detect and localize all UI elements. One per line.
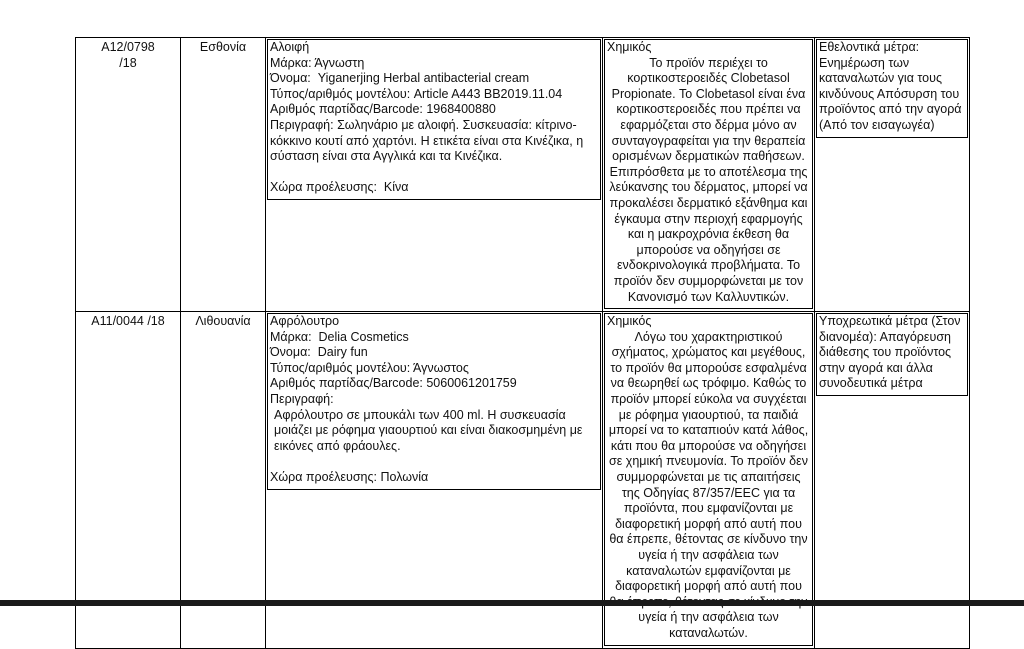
country: Λιθουανία (195, 314, 251, 329)
notification-id: A11/0044 /18 (91, 314, 165, 329)
product-name: Όνομα: Yiganerjing Herbal antibacterial cream (270, 71, 530, 86)
risk-cell (603, 38, 815, 312)
notification-id-cell (76, 38, 181, 312)
product-type: Αλοιφή (270, 40, 310, 54)
product-batch: Αριθμός παρτίδας/Barcode: 1968400880 (270, 102, 496, 117)
product-description-label: Περιγραφή: (270, 392, 334, 407)
product-cell (266, 312, 603, 648)
measures: Εθελοντικά μέτρα: Ενημέρωση των καταναλωτών για τους κινδύνους Απόσυρση του προϊόντος από την αγορά (Από τον εισαγωγέα) (816, 39, 968, 138)
notifications-table (75, 37, 970, 649)
measures: Υποχρεωτικά μέτρα (Στον διανομέα): Απαγόρευση διάθεσης του προϊόντος στην αγορά και άλλα συνοδευτικά μέτρα (816, 313, 968, 396)
risk-description: Το προϊόν περιέχει το κορτικοστεροειδές Clobetasol Propionate. Το Clobetasol είναι ένα κορτικοστεροειδές που πρέπει να εφαρμόζεται στο δέρμα μόνο αν συνταγογραφείται για την θεραπεία ορισμένων δερματικών παθήσεων. Επιπρόσθετα με το αποτέλεσμα της λεύκανσης του δέρματος, μπορεί να προκαλέσει δερματικό εξάνθημα και έγκαυμα στην περιοχή εφαρμογής και η μακροχρόνια έκθεση θα μπορούσε να οδηγήσει σε ενδοκρινολογικά προβλήματα. Το προϊόν δεν συμμορφώνεται με τον Κανονισμό των Καλλυντικών. (609, 55, 812, 304)
product-cell (266, 38, 603, 312)
product-model: Τύπος/αριθμός μοντέλου: Article A443 BB2019.11.04 (270, 86, 563, 101)
product-details (267, 39, 601, 200)
product-type: Αφρόλουτρο (270, 314, 340, 329)
risk-details (604, 39, 813, 309)
risk-details (604, 313, 813, 645)
notification-id-cell (76, 312, 181, 648)
product-origin: Χώρα προέλευσης: Κίνα (270, 180, 409, 195)
risk-description: Λόγω του χαρακτηριστικού σχήματος, χρώματος και μεγέθους, το προϊόν θα μπορούσε εσφαλμένα να θεωρηθεί ως τρόφιμο. Καθώς το προϊόν μπορεί εύκολα να συγχέεται με ρόφημα γιαουρτιού, τα παιδιά μπορεί να το καταπιούν κατά λάθος, κάτι που θα μπορούσε να οδηγήσει σε χημική πνευμονία. Το προϊόν δεν συμμορφώνεται με τις απαιτήσεις της Οδηγίας 87/357/EEC για τα προϊόντα, που εμφανίζονται με διαφορετική μορφή από αυτή που θα έπρεπε, θέτοντας σε κίνδυνο την υγεία ή την ασφάλεια των καταναλωτών εμφανίζονται με διαφορετική μορφή από αυτή που υγεία ή την ασφάλεια των καταναλωτών. (608, 329, 809, 640)
product-origin: Χώρα προέλευσης: Πολωνία (270, 470, 429, 485)
table-row (76, 312, 970, 648)
notification-id: A12/0798 /18 (101, 40, 155, 70)
risk-type: Χημικός (607, 314, 652, 329)
product-brand: Μάρκα: Delia Cosmetics (270, 329, 409, 344)
risk-cell (603, 312, 815, 648)
product-name: Όνομα: Dairy fun (270, 345, 368, 360)
measures-cell (815, 312, 970, 648)
product-description: Περιγραφή: Σωληνάριο με αλοιφή. Συσκευασία: κίτρινο-κόκκινο κουτί από χαρτόνι. Η ετικέτα είναι στα Κινέζικα, η σύσταση είναι στα Αγγλικά και τα Κινέζικα. (270, 117, 587, 164)
spacer (270, 454, 598, 470)
spacer (270, 165, 598, 181)
product-description: Αφρόλουτρο σε μπουκάλι των 400 ml. Η συσκευασία μοιάζει με ρόφημα γιαουρτιού και είναι διακοσμημένη με εικόνες από φράουλες. (274, 407, 586, 453)
product-brand: Μάρκα: Άγνωστη (270, 55, 365, 70)
risk-type: Χημικός (607, 40, 652, 54)
product-model: Τύπος/αριθμός μοντέλου: Άγνωστος (270, 360, 469, 375)
country: Εσθονία (199, 40, 247, 54)
measures-cell (815, 38, 970, 312)
country-cell (181, 38, 266, 312)
table-row (76, 38, 970, 312)
product-details (267, 313, 601, 490)
product-batch: Αριθμός παρτίδας/Barcode: 5060061201759 (270, 376, 517, 391)
page-bottom-bar (0, 600, 1024, 606)
country-cell (181, 312, 266, 648)
